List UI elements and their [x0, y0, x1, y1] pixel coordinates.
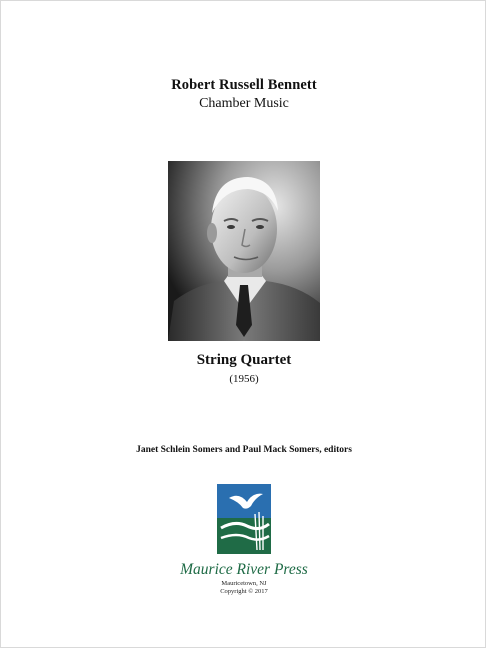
editors-credit: Janet Schlein Somers and Paul Mack Somers, editors	[136, 445, 352, 455]
publisher-city: Mauricetown, NJ	[221, 580, 267, 587]
series-title: Chamber Music	[199, 96, 289, 111]
portrait-photo	[168, 161, 320, 341]
copyright-notice: Copyright © 2017	[220, 588, 268, 595]
composer-portrait	[168, 161, 320, 341]
composer-name: Robert Russell Bennett	[171, 77, 317, 93]
publisher-name: Maurice River Press	[180, 561, 308, 578]
work-title: String Quartet	[196, 352, 292, 368]
bird-over-water-logo-icon	[217, 484, 271, 554]
work-year: (1956)	[229, 373, 259, 385]
